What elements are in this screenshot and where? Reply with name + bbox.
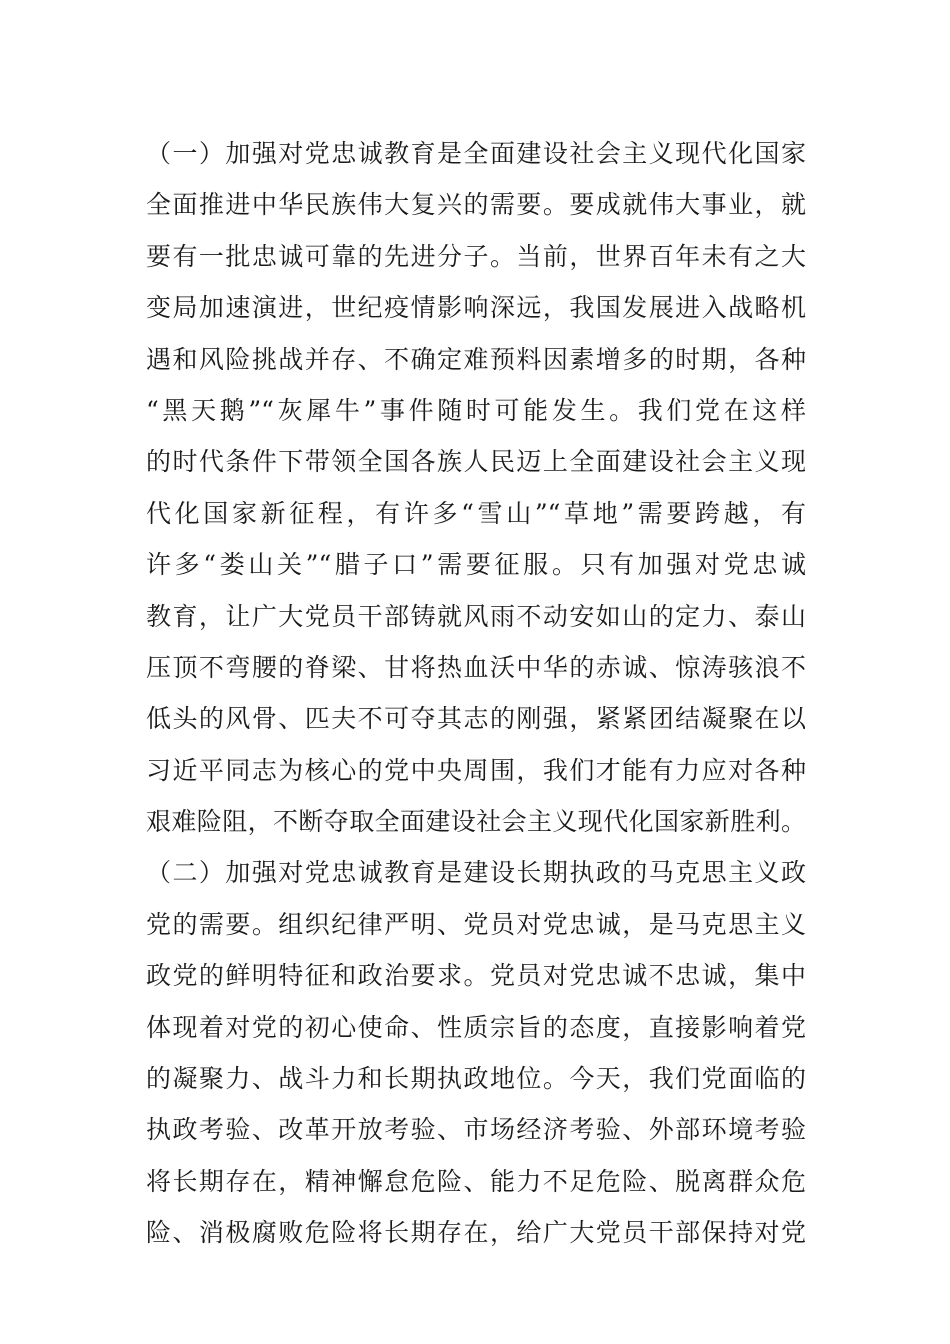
text-line: 遇和风险挑战并存、不确定难预料因素增多的时期，各种 <box>146 344 806 374</box>
text-line: 许多“娄山关”“腊子口”需要征服。只有加强对党忠诚 <box>146 550 806 580</box>
text-line: 低头的风骨、匹夫不可夺其志的刚强，紧紧团结凝聚在以 <box>146 704 806 734</box>
text-line: 全面推进中华民族伟大复兴的需要。要成就伟大事业，就 <box>146 190 806 220</box>
text-line: （一）加强对党忠诚教育是全面建设社会主义现代化国家 <box>146 139 806 168</box>
text-line: 的凝聚力、战斗力和长期执政地位。今天，我们党面临的 <box>146 1064 806 1094</box>
body-text <box>146 128 806 1259</box>
text-line: 党的需要。组织纪律严明、党员对党忠诚，是马克思主义 <box>146 909 806 939</box>
text-line: 险、消极腐败危险将长期存在，给广大党员干部保持对党 <box>146 1218 806 1248</box>
text-line: 教育，让广大党员干部铸就风雨不动安如山的定力、泰山 <box>146 601 806 631</box>
text-line: 代化国家新征程，有许多“雪山”“草地”需要跨越，有 <box>146 498 806 528</box>
text-line: 体现着对党的初心使命、性质宗旨的态度，直接影响着党 <box>146 1012 806 1042</box>
text-line: “黑天鹅”“灰犀牛”事件随时可能发生。我们党在这样 <box>146 395 806 425</box>
text-line: 习近平同志为核心的党中央周围，我们才能有力应对各种 <box>146 755 806 785</box>
text-line: 艰难险阻，不断夺取全面建设社会主义现代化国家新胜利。 <box>146 807 806 837</box>
text-line: 将长期存在，精神懈怠危险、能力不足危险、脱离群众危 <box>146 1166 806 1196</box>
text-line: 的时代条件下带领全国各族人民迈上全面建设社会主义现 <box>146 447 806 477</box>
text-line: 变局加速演进，世纪疫情影响深远，我国发展进入战略机 <box>146 293 806 323</box>
text-line: 要有一批忠诚可靠的先进分子。当前，世界百年未有之大 <box>146 241 806 271</box>
text-line: 压顶不弯腰的脊梁、甘将热血沃中华的赤诚、惊涛骇浪不 <box>146 652 806 682</box>
text-line: 政党的鲜明特征和政治要求。党员对党忠诚不忠诚，集中 <box>146 961 806 991</box>
text-line: 执政考验、改革开放考验、市场经济考验、外部环境考验 <box>146 1115 806 1145</box>
text-line: （二）加强对党忠诚教育是建设长期执政的马克思主义政 <box>146 858 806 888</box>
